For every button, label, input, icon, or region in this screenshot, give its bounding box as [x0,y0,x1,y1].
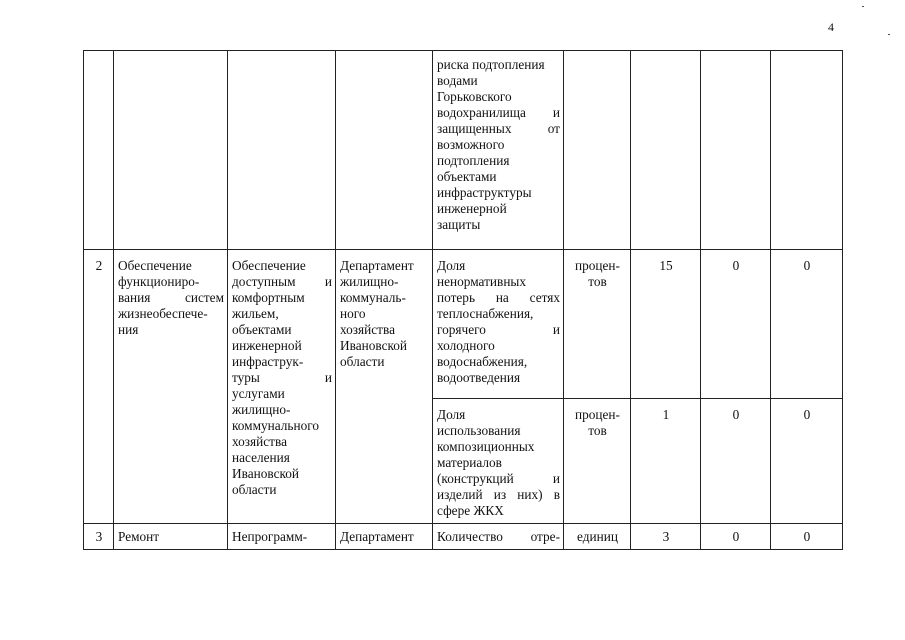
cell-text-line: композиционных [437,439,535,454]
cell-text-line: объектами [232,322,292,337]
cell-text-line: Департамент [340,258,414,273]
cell-text-line: водохранилища и [437,105,560,120]
cell-text-line: инфраструк- [232,354,304,369]
cell-value-2: 0 [701,250,771,399]
cell-unit [564,524,631,550]
cell-text-line: жилищно- [232,402,291,417]
cell-text-line: холодного [437,338,495,353]
cell-text-line: риска подтопления [437,57,545,72]
cell-task [114,524,228,550]
cell-goal [228,250,336,524]
cell-text-line: коммунального [232,418,320,433]
cell-value-2: 0 [701,399,771,524]
cell-unit [564,250,631,399]
cell-value-1: 3 [631,524,701,550]
cell-value-3 [771,51,843,250]
page-number: 4 [828,20,834,34]
cell-value-1: 1 [631,399,701,524]
cell-text-line: Обеспечение [232,258,306,273]
cell-text-line: жилищно- [340,274,399,289]
cell-value-1: 15 [631,250,701,399]
cell-text-line: Количество отре- [437,529,560,544]
cell-text-line: инженерной [437,201,507,216]
indicator-table [83,50,843,550]
cell-text-line: защиты [437,217,481,232]
scan-speck [888,34,890,35]
cell-text-line: вания систем [118,290,224,305]
cell-text-line: водами [437,73,478,88]
cell-text-line: инженерной [232,338,302,353]
cell-text-line: инфраструктуры [437,185,532,200]
cell-text-line: коммуналь- [340,290,406,305]
cell-text-line: горячего и [437,322,560,337]
table-row [84,524,843,550]
cell-text-line: области [340,354,385,369]
cell-text-line: доступным и [232,274,332,289]
table-row [84,51,843,250]
cell-text-line: услугами [232,386,285,401]
cell-text-line: подтопления [437,153,510,168]
cell-text-line: возможного [437,137,505,152]
cell-text-line: функциониро- [118,274,200,289]
scan-speck [862,6,864,7]
cell-text-line: хозяйства [340,322,395,337]
cell-unit [564,399,631,524]
cell-text-line: сфере ЖКХ [437,503,504,518]
cell-text-line: единиц [577,529,618,544]
cell-text-line: процен- [575,407,620,422]
cell-text-line: тов [588,274,607,289]
cell-text-line: Доля [437,258,466,273]
cell-num: 3 [84,524,114,550]
cell-value-2 [701,51,771,250]
cell-text-line: населения [232,450,290,465]
cell-text-line: водоотведения [437,370,521,385]
cell-goal [228,51,336,250]
cell-text-line: тов [588,423,607,438]
cell-text-line: туры и [232,370,332,385]
cell-text-line: материалов [437,455,502,470]
cell-text-line: Ивановской [232,466,300,481]
cell-task [114,250,228,524]
cell-indicator [433,524,564,550]
cell-text-line: использования [437,423,521,438]
cell-executor [336,250,433,524]
cell-text-line: изделий из них) в [437,487,560,502]
cell-value-1 [631,51,701,250]
cell-text-line: объектами [437,169,497,184]
cell-indicator [433,250,564,399]
cell-num: 2 [84,250,114,524]
cell-text-line: водоснабжения, [437,354,528,369]
cell-text-line: ния [118,322,139,337]
cell-task [114,51,228,250]
cell-unit [564,51,631,250]
cell-text-line: комфортным [232,290,305,305]
cell-executor [336,524,433,550]
cell-text-line: области [232,482,277,497]
cell-text-line: хозяйства [232,434,287,449]
cell-value-2: 0 [701,524,771,550]
cell-value-3: 0 [771,250,843,399]
cell-text-line: Департамент [340,529,414,544]
cell-text-line: потерь на сетях [437,290,560,305]
cell-text-line: теплоснабжения, [437,306,534,321]
table-row [84,250,843,399]
cell-indicator [433,399,564,524]
cell-text-line: Ивановской [340,338,408,353]
cell-text-line: ненормативных [437,274,527,289]
cell-text-line: жильем, [232,306,279,321]
cell-text-line: Горьковского [437,89,512,104]
cell-text-line: (конструкций и [437,471,560,486]
cell-num [84,51,114,250]
cell-indicator [433,51,564,250]
cell-text-line: ного [340,306,366,321]
cell-text-line: Ремонт [118,529,160,544]
cell-value-3: 0 [771,399,843,524]
cell-value-3: 0 [771,524,843,550]
cell-executor [336,51,433,250]
cell-text-line: процен- [575,258,620,273]
cell-text-line: защищенных от [437,121,560,136]
cell-text-line: Доля [437,407,466,422]
cell-text-line: жизнеобеспече- [118,306,208,321]
cell-text-line: Обеспечение [118,258,192,273]
cell-goal [228,524,336,550]
cell-text-line: Непрограмм- [232,529,308,544]
